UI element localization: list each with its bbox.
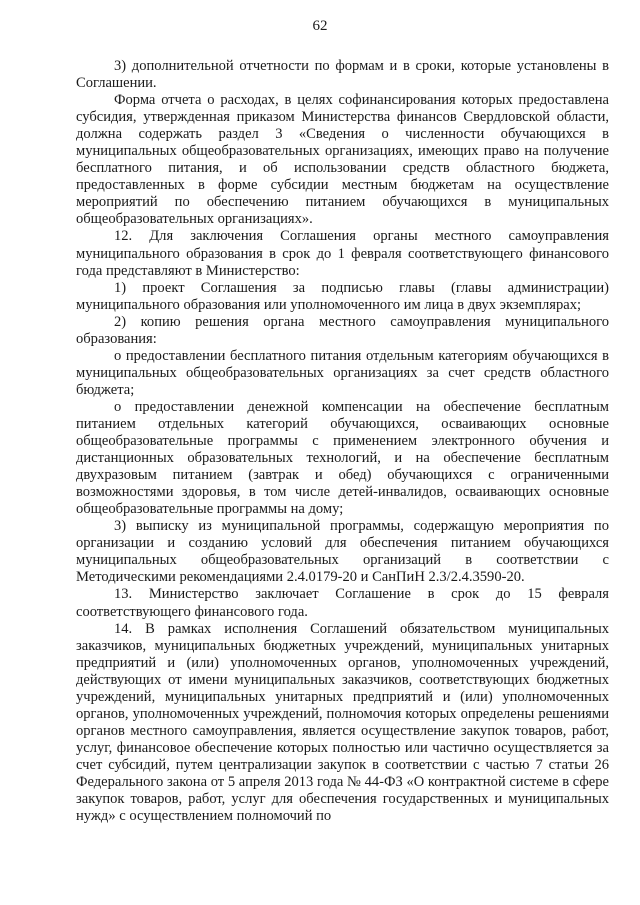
paragraph-compensation: о предоставлении денежной компенсации на обеспечение бесплатным питанием отдельных категорий обучающихся, осваивающих основные общеобразовательные программы с применением электронного обучения и дистанционных образовательных технологий, и на обеспечение бесплатным двухразовым питанием (завтрак и обед) обучающихся с ограниченными возможностями здоровья, в том числе детей-инвалидов, осваивающих основные общеобразовательные программы на дому; <box>76 398 609 518</box>
page-number: 62 <box>312 18 328 34</box>
paragraph-clause-12: 12. Для заключения Соглашения органы местного самоуправления муниципального образования в срок до 1 февраля соответствующего финансового года представляют в Министерство: <box>76 228 609 279</box>
paragraph-clause-12-item-1: 1) проект Соглашения за подписью главы (главы администрации) муниципального образования или уполномоченного им лица в двух экземплярах; <box>76 279 609 313</box>
paragraph-free-meals: о предоставлении бесплатного питания отдельным категориям обучающихся в муниципальных общеобразовательных организациях за счет средств областного бюджета; <box>76 347 609 398</box>
paragraph-clause-12-item-3: 3) выписку из муниципальной программы, содержащую мероприятия по организации и созданию условий для обеспечения питанием обучающихся муниципальных общеобразовательных организаций в соответствии с Методическими рекомендациями 2.4.0179-20 и СанПиН 2.3/2.4.3590-20. <box>76 518 609 586</box>
document-body <box>76 58 609 825</box>
paragraph-clause-14: 14. В рамках исполнения Соглашений обязательством муниципальных заказчиков, муниципальных бюджетных учреждений, муниципальных унитарных предприятий и (или) уполномоченных органов, уполномоченных учреждений, действующих от имени муниципальных заказчиков, соответствующих бюджетных учреждений, муниципальных унитарных предприятий и (или) уполномоченных органов, уполномоченных учреждений, полномочия которых определены решениями органов местного самоуправления, является осуществление закупок товаров, работ, услуг, финансовое обеспечение которых полностью или частично осуществляется за счет субсидий, путем централизации закупок в соответствии с частью 7 статьи 26 Федерального закона от 5 апреля 2013 года № 44-ФЗ «О контрактной системе в сфере закупок товаров, работ, услуг для обеспечения государственных и муниципальных нужд» с осуществлением полномочий по <box>76 620 609 825</box>
paragraph-clause-12-item-2: 2) копию решения органа местного самоуправления муниципального образования: <box>76 313 609 347</box>
paragraph-clause-13: 13. Министерство заключает Соглашение в срок до 15 февраля соответствующего финансового года. <box>76 586 609 620</box>
paragraph-item-3: 3) дополнительной отчетности по формам и в сроки, которые установлены в Соглашении. <box>76 58 609 92</box>
paragraph-report-form: Форма отчета о расходах, в целях софинансирования которых предоставлена субсидия, утвержденная приказом Министерства финансов Свердловской области, должна содержать раздел 3 «Сведения о численности обучающихся в муниципальных общеобразовательных организациях, имеющих право на получение бесплатного питания, и об использовании средств областного бюджета, предоставленных в форме субсидии местным бюджетам на осуществление мероприятий по обеспечению питанием обучающихся в муниципальных общеобразовательных организациях». <box>76 92 609 228</box>
